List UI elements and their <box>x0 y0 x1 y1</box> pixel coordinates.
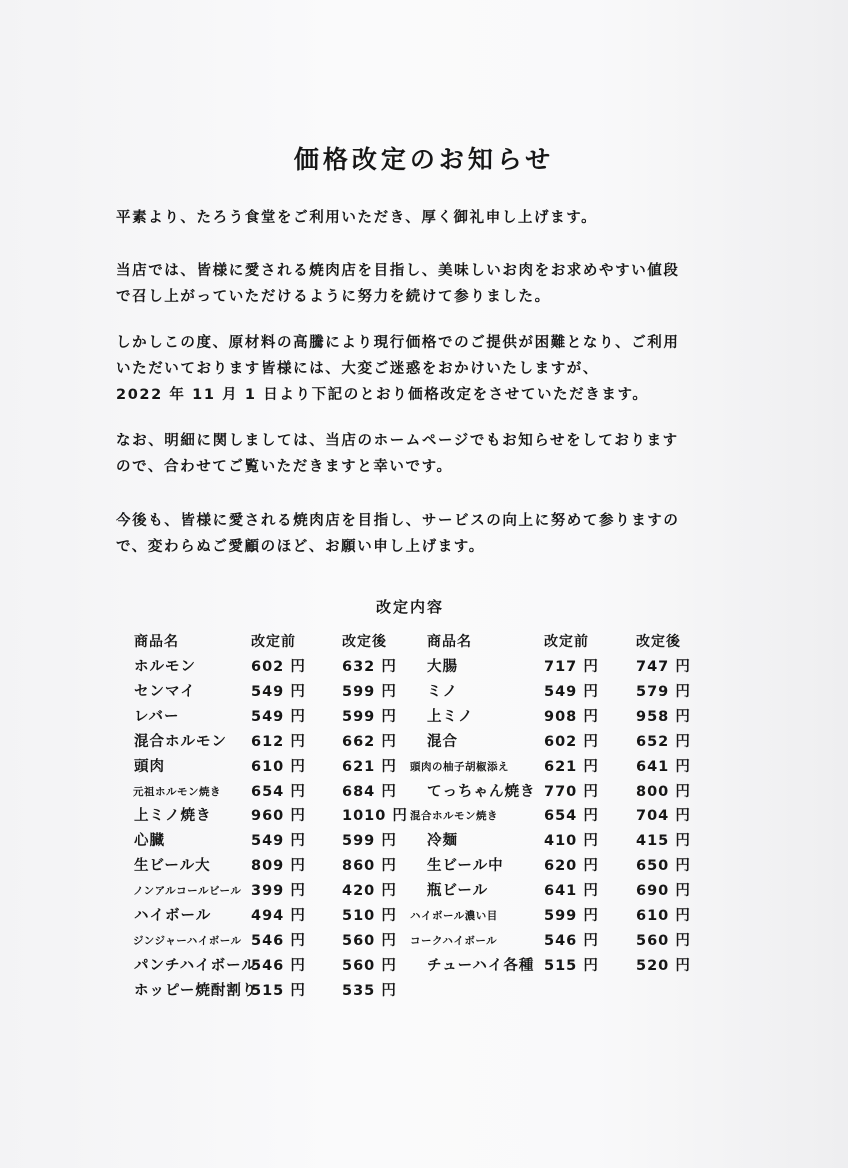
item-name: レバー <box>134 708 180 725</box>
item-name: パンチハイボール <box>134 957 257 974</box>
price-after: 747 円 <box>636 659 691 675</box>
item-name: ミノ <box>427 683 458 700</box>
price-after: 684 円 <box>342 783 397 800</box>
table-row <box>0 780 848 805</box>
page-title: 価格改定のお知らせ <box>293 145 555 174</box>
paragraph-intro <box>116 258 736 310</box>
price-after: 599 円 <box>342 708 397 725</box>
price-after: 560 円 <box>342 957 397 974</box>
price-before: 602 円 <box>251 659 306 675</box>
price-after: 560 円 <box>636 932 691 949</box>
price-before: 546 円 <box>544 932 599 949</box>
table-row <box>0 829 848 854</box>
price-after: 650 円 <box>636 858 691 875</box>
item-name: 混合 <box>427 733 458 750</box>
price-before: 549 円 <box>251 708 306 725</box>
price-before: 641 円 <box>544 883 599 900</box>
price-after: 652 円 <box>636 733 691 750</box>
item-name: 生ビール中 <box>427 858 504 875</box>
paragraph-line: 2022 年 11 月 1 日より下記のとおり価格改定をさせていただきます。 <box>116 387 649 403</box>
price-after: 535 円 <box>342 982 397 999</box>
header-item-name: 商品名 <box>427 634 472 650</box>
item-name: 頭肉の柚子胡椒添え <box>410 760 509 773</box>
table-row <box>0 755 848 780</box>
header-before: 改定前 <box>251 634 296 650</box>
table-row <box>0 929 848 954</box>
price-before: 515 円 <box>544 957 599 974</box>
paragraph-homepage-note <box>116 428 736 480</box>
price-before: 494 円 <box>251 908 306 924</box>
header-before: 改定前 <box>544 634 589 650</box>
item-name: 上ミノ <box>427 708 474 725</box>
item-name: 生ビール大 <box>134 858 211 875</box>
header-item-name: 商品名 <box>134 634 179 650</box>
price-after: 560 円 <box>342 932 397 949</box>
item-name: ノンアルコールビール <box>133 885 242 898</box>
item-name: 元祖ホルモン焼き <box>133 785 221 798</box>
table-row <box>0 680 848 705</box>
price-after: 510 円 <box>342 908 397 924</box>
price-before: 549 円 <box>251 683 306 700</box>
price-before: 602 円 <box>544 733 599 750</box>
price-before: 621 円 <box>544 758 599 775</box>
price-after: 415 円 <box>636 833 691 850</box>
price-after: 704 円 <box>636 808 691 825</box>
price-before: 654 円 <box>251 783 306 800</box>
price-after: 662 円 <box>342 733 397 750</box>
price-before: 620 円 <box>544 858 599 875</box>
table-row <box>0 979 848 1004</box>
item-name: てっちゃん焼き <box>427 783 536 800</box>
table-row <box>0 655 848 680</box>
price-after: 520 円 <box>636 957 691 974</box>
price-before: 612 円 <box>251 733 306 750</box>
price-after: 1010 円 <box>342 808 408 825</box>
price-after: 641 円 <box>636 758 691 775</box>
item-name: 大腸 <box>427 659 458 675</box>
price-before: 515 円 <box>251 982 306 999</box>
item-name: 混合ホルモン焼き <box>410 810 498 823</box>
item-name: コークハイボール <box>410 934 498 947</box>
item-name: 上ミノ焼き <box>134 808 212 825</box>
price-before: 599 円 <box>544 908 599 924</box>
item-name: ハイボール濃い目 <box>410 910 498 922</box>
item-name: 冷麺 <box>427 833 458 850</box>
paragraph-closing <box>116 508 736 560</box>
price-before: 399 円 <box>251 883 306 900</box>
price-table-title: 改定内容 <box>375 598 444 616</box>
price-after: 958 円 <box>636 708 691 725</box>
price-before: 654 円 <box>544 808 599 825</box>
paragraph-line: なお、明細に関しましては、当店のホームページでもお知らせをしております <box>116 433 679 449</box>
paragraph-line: 当店では、皆様に愛される焼肉店を目指し、美味しいお肉をお求めやすい値段 <box>116 263 680 279</box>
price-after: 599 円 <box>342 683 397 700</box>
item-name: 心臓 <box>134 833 165 850</box>
paragraph-line: で召し上がっていただけるように努力を続けて参りました。 <box>116 289 551 305</box>
item-name: ハイボール <box>134 908 212 924</box>
header-after: 改定後 <box>342 634 387 650</box>
price-before: 549 円 <box>544 683 599 700</box>
price-before: 546 円 <box>251 957 306 974</box>
item-name: 瓶ビール <box>427 883 489 900</box>
price-before: 960 円 <box>251 808 306 825</box>
item-name: ホルモン <box>134 659 196 675</box>
item-name: ジンジャーハイボール <box>133 934 242 947</box>
paragraph-line: 今後も、皆様に愛される焼肉店を目指し、サービスの向上に努めて参りますの <box>116 513 680 529</box>
table-row <box>0 804 848 829</box>
price-before: 610 円 <box>251 758 306 775</box>
paragraph-line: で、変わらぬご愛顧のほど、お願い申し上げます。 <box>116 539 485 555</box>
item-name: 混合ホルモン <box>134 733 227 750</box>
paragraph-line: ので、合わせてご覧いただきますと幸いです。 <box>116 459 453 475</box>
price-before: 717 円 <box>544 659 599 675</box>
item-name: 頭肉 <box>134 758 165 775</box>
price-after: 420 円 <box>342 883 397 900</box>
price-after: 632 円 <box>342 659 397 675</box>
price-before: 546 円 <box>251 932 306 949</box>
price-before: 770 円 <box>544 783 599 800</box>
item-name: センマイ <box>134 683 196 700</box>
paragraph-line: 平素より、たろう食堂をご利用いただき、厚く御礼申し上げます。 <box>116 210 598 226</box>
table-row <box>0 879 848 904</box>
price-after: 800 円 <box>636 783 691 800</box>
price-before: 410 円 <box>544 833 599 850</box>
table-row <box>0 954 848 979</box>
price-after: 579 円 <box>636 683 691 700</box>
price-after: 860 円 <box>342 858 397 875</box>
item-name: ホッピー焼酎割り <box>134 982 258 999</box>
header-after: 改定後 <box>636 634 681 650</box>
paragraph-line: いただいております皆様には、大変ご迷惑をおかけいたしますが、 <box>116 361 599 377</box>
price-before: 549 円 <box>251 833 306 850</box>
table-row <box>0 730 848 755</box>
price-after: 610 円 <box>636 908 691 924</box>
price-after: 621 円 <box>342 758 397 775</box>
price-before: 908 円 <box>544 708 599 725</box>
table-row <box>0 904 848 929</box>
paragraph-greeting <box>116 205 736 231</box>
table-row <box>0 705 848 730</box>
paragraph-line: しかしこの度、原材料の高騰により現行価格でのご提供が困難となり、ご利用 <box>116 335 680 351</box>
price-before: 809 円 <box>251 858 306 875</box>
table-row <box>0 854 848 879</box>
price-after: 599 円 <box>342 833 397 850</box>
paragraph-announcement <box>116 330 736 408</box>
price-after: 690 円 <box>636 883 691 900</box>
table-header-row <box>0 630 848 655</box>
item-name: チューハイ各種 <box>427 957 535 974</box>
